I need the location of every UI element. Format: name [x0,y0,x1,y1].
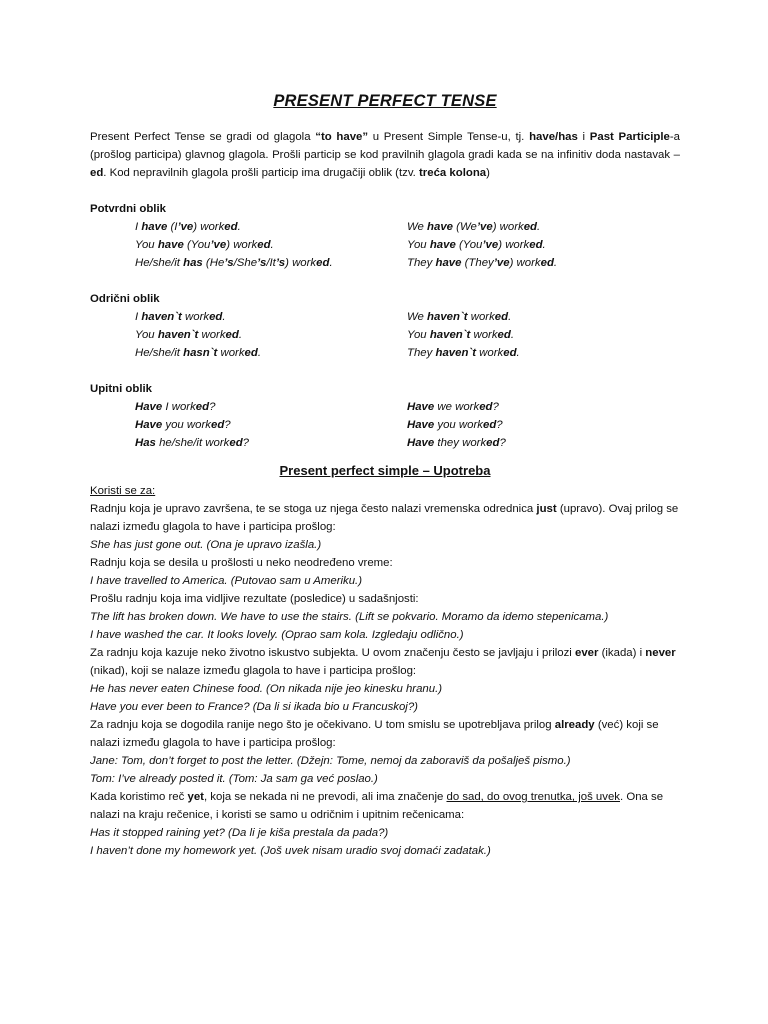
usage-rule: Kada koristimo reč yet, koja se nekada ni ne prevodi, ali ima značenje do sad, do ovog trenutka, još uvek. Ona se nalazi na kraju rečenice, i koristi se samo u odričnim i upitnim rečenicama: [90,791,664,821]
conjugation-row [90,308,680,326]
usage-intro: Koristi se za: [90,485,156,497]
interrogative-table [90,398,680,452]
usage-rule: Za radnju koja kazuje neko životno iskustvo subjekta. U ovom značenju često se javljaju i prilozi ever (ikada) i never (nikad), koji se nalaze između glagola to have i participa prošlog: [90,647,676,677]
conjugation-singular: You haven`t worked. [135,329,243,341]
intro-text: ) [486,167,490,179]
usage-example: She has just gone out. (Ona je upravo izašla.) [90,539,322,551]
conjugation-row [90,218,680,236]
conjugation-row [90,254,680,272]
page-title: PRESENT PERFECT TENSE [273,92,497,110]
conjugation-singular: He/she/it hasn`t worked. [135,347,261,359]
usage-rule: Za radnju koja se dogodila ranije nego što je očekivano. U tom smislu se upotrebljava prilog already (već) koji se nalazi između glagola to have i participa prošlog: [90,719,659,749]
conjugation-singular: Has he/she/it worked? [135,437,249,449]
interrogative-heading: Upitni oblik [90,383,153,395]
usage-example: I have washed the car. It looks lovely. (Oprao sam kola. Izgledaju odlično.) [90,629,464,641]
conjugation-plural: You haven`t worked. [407,329,515,341]
conjugation-plural: Have we worked? [407,401,499,413]
conjugation-plural: Have they worked? [407,437,506,449]
usage-title: Present perfect simple – Upotreba [279,463,491,478]
usage-example: Has it stopped raining yet? (Da li je kiša prestala da pada?) [90,827,389,839]
usage-example: Tom: I’ve already posted it. (Tom: Ja sam ga već poslao.) [90,773,378,785]
conjugation-row [90,326,680,344]
conjugation-plural: Have you worked? [407,419,503,431]
affirmative-table [90,218,680,272]
affirmative-heading: Potvrdni oblik [90,203,166,215]
intro-bold: treća kolona [419,167,487,179]
conjugation-plural: They have (They’ve) worked. [407,257,558,269]
usage-example: Jane: Tom, don’t forget to post the letter. (Džejn: Tome, nemoj da zaboraviš da pošalješ pismo.) [90,755,571,767]
intro-text: Present Perfect Tense se gradi od glagola [90,131,316,143]
usage-example: The lift has broken down. We have to use the stairs. (Lift se pokvario. Moramo da idemo stepenicama.) [90,611,609,623]
negative-table [90,308,680,362]
conjugation-plural: You have (You’ve) worked. [407,239,546,251]
conjugation-row [90,236,680,254]
conjugation-singular: I have (I’ve) worked. [135,221,241,233]
usage-example: I haven’t done my homework yet. (Još uvek nisam uradio svoj domaći zadatak.) [90,845,491,857]
conjugation-plural: We have (We’ve) worked. [407,221,541,233]
intro-text: i [577,131,590,143]
usage-example: Have you ever been to France? (Da li si ikada bio u Francuskoj?) [90,701,418,713]
conjugation-row [90,344,680,362]
intro-bold: ed [90,167,104,179]
intro-bold: have/has [529,131,578,143]
conjugation-singular: Have you worked? [135,419,231,431]
usage-rule: Radnju koja se desila u prošlosti u neko neodređeno vreme: [90,557,393,569]
intro-paragraph [90,128,680,182]
intro-bold: “to have” [315,131,369,143]
usage-section [90,482,680,860]
intro-text: u Present Simple Tense-u, tj. [368,131,530,143]
conjugation-singular: You have (You’ve) worked. [135,239,274,251]
conjugation-plural: We haven`t worked. [407,311,512,323]
document-page [90,92,680,860]
usage-example: He has never eaten Chinese food. (On nikada nije jeo kinesku hranu.) [90,683,443,695]
usage-rule: Radnju koja je upravo završena, te se stoga uz njega često nalazi vremenska odrednica just (upravo). Ovaj prilog se nalazi između glagola to have i participa prošlog: [90,503,679,533]
conjugation-row [90,416,680,434]
negative-heading: Odrični oblik [90,293,160,305]
usage-rule: Prošlu radnju koja ima vidljive rezultate (posledice) u sadašnjosti: [90,593,419,605]
conjugation-singular: Have I worked? [135,401,216,413]
intro-text: -a (prošlog participa) glavnog glagola. Prošli particip se kod pravilnih glagola gradi kada se na infinitiv doda nastavak – [90,131,680,161]
conjugation-row [90,434,680,452]
conjugation-singular: I haven`t worked. [135,311,226,323]
intro-text: . Kod nepravilnih glagola prošli particip ima drugačiji oblik (tzv. [103,167,420,179]
intro-bold: Past Participle [589,131,670,143]
usage-example: I have travelled to America. (Putovao sam u Ameriku.) [90,575,363,587]
conjugation-plural: They haven`t worked. [407,347,520,359]
conjugation-singular: He/she/it has (He’s/She’s/It’s) worked. [135,257,333,269]
conjugation-row [90,398,680,416]
